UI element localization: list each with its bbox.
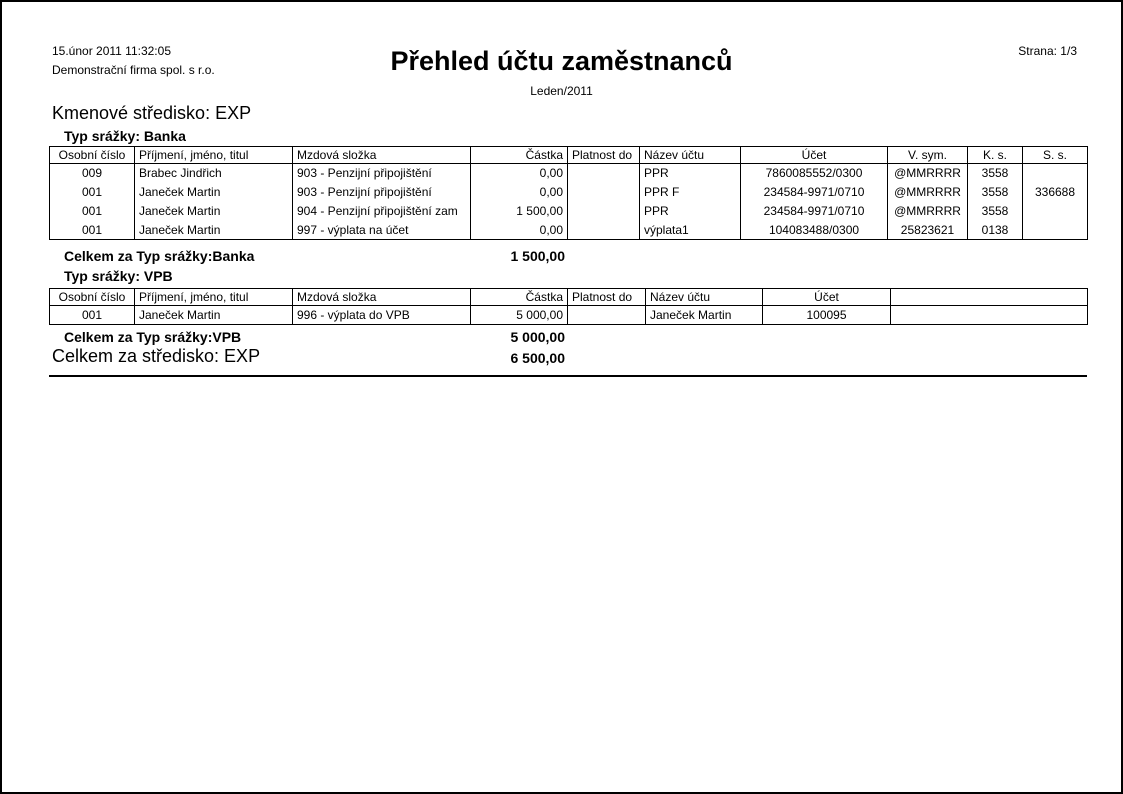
table-cell: 001 (50, 183, 135, 202)
section-total-value: 1 500,00 (510, 248, 565, 264)
report-end-rule (49, 375, 1087, 377)
report-title: Přehled účtu zaměstnanců (390, 46, 733, 76)
table-cell: 001 (50, 306, 135, 325)
grand-total-value: 6 500,00 (510, 350, 565, 366)
table-cell: 234584-9971/0710 (741, 202, 888, 221)
table-cell: PPR F (640, 183, 741, 202)
report-timestamp: 15.únor 2011 11:32:05 (52, 44, 171, 58)
table-cell: 3558 (968, 183, 1023, 202)
table-cell: 904 - Penzijní připojištění zam (293, 202, 471, 221)
company-name: Demonstrační firma spol. s r.o. (52, 63, 215, 77)
grand-total-label: Celkem za středisko: EXP (52, 346, 261, 366)
table-cell: PPR (640, 202, 741, 221)
section-total-label: Celkem za Typ srážky:Banka (64, 248, 255, 264)
cost-center-heading: Kmenové středisko: EXP (52, 103, 252, 123)
table-cell (568, 221, 640, 240)
table-cell (568, 202, 640, 221)
table-row (50, 202, 1088, 221)
table-cell: 903 - Penzijní připojištění (293, 183, 471, 202)
column-header: Platnost do (568, 289, 646, 306)
table-cell (1023, 221, 1088, 240)
table-cell (568, 183, 640, 202)
column-header: Platnost do (568, 147, 640, 164)
table-cell: @MMRRRR (888, 164, 968, 183)
table-cell (568, 164, 640, 183)
table-cell: 996 - výplata do VPB (293, 306, 471, 325)
table-cell: 009 (50, 164, 135, 183)
table-header-row (50, 289, 1088, 306)
table-cell: 1 500,00 (471, 202, 568, 221)
section-total-label: Celkem za Typ srážky:VPB (64, 329, 242, 345)
column-header: Název účtu (640, 147, 741, 164)
deduction-table (49, 288, 1088, 325)
table-cell (1023, 202, 1088, 221)
table-row (50, 306, 1088, 325)
table-cell (891, 306, 1088, 325)
table-cell: 7860085552/0300 (741, 164, 888, 183)
table-cell: Janeček Martin (646, 306, 763, 325)
section-total-value: 5 000,00 (510, 329, 565, 345)
table-cell: Brabec Jindřich (135, 164, 293, 183)
table-cell: Janeček Martin (135, 183, 293, 202)
table-cell: 104083488/0300 (741, 221, 888, 240)
table-cell: @MMRRRR (888, 202, 968, 221)
table-cell: Janeček Martin (135, 306, 293, 325)
table-cell: 001 (50, 202, 135, 221)
table-cell: 997 - výplata na účet (293, 221, 471, 240)
table-cell: 001 (50, 221, 135, 240)
table-row (50, 221, 1088, 240)
column-header: K. s. (968, 147, 1023, 164)
table-cell: 336688 (1023, 183, 1088, 202)
column-header: Osobní číslo (50, 147, 135, 164)
table-cell: 0,00 (471, 221, 568, 240)
table-cell: výplata1 (640, 221, 741, 240)
column-header: Příjmení, jméno, titul (135, 289, 293, 306)
table-cell: 0,00 (471, 164, 568, 183)
table-cell: 903 - Penzijní připojištění (293, 164, 471, 183)
table-cell: 5 000,00 (471, 306, 568, 325)
table-cell: 3558 (968, 202, 1023, 221)
page-number: Strana: 1/3 (1018, 44, 1077, 58)
deduction-table (49, 146, 1088, 240)
table-cell (568, 306, 646, 325)
column-header: S. s. (1023, 147, 1088, 164)
column-header: V. sym. (888, 147, 968, 164)
column-header: Mzdová složka (293, 147, 471, 164)
table-row (50, 183, 1088, 202)
table-cell: 0138 (968, 221, 1023, 240)
table-cell: Janeček Martin (135, 221, 293, 240)
table-cell: 25823621 (888, 221, 968, 240)
column-header (891, 289, 1088, 306)
column-header: Mzdová složka (293, 289, 471, 306)
report-period: Leden/2011 (530, 84, 593, 98)
column-header: Částka (471, 289, 568, 306)
table-cell: 3558 (968, 164, 1023, 183)
column-header: Částka (471, 147, 568, 164)
table-cell: 0,00 (471, 183, 568, 202)
deduction-type-heading: Typ srážky: Banka (64, 128, 186, 144)
column-header: Účet (741, 147, 888, 164)
column-header: Účet (763, 289, 891, 306)
table-cell (1023, 164, 1088, 183)
table-header-row (50, 147, 1088, 164)
table-cell: PPR (640, 164, 741, 183)
column-header: Osobní číslo (50, 289, 135, 306)
table-row (50, 164, 1088, 183)
column-header: Název účtu (646, 289, 763, 306)
table-cell: @MMRRRR (888, 183, 968, 202)
column-header: Příjmení, jméno, titul (135, 147, 293, 164)
deduction-type-heading: Typ srážky: VPB (64, 268, 173, 284)
table-cell: 234584-9971/0710 (741, 183, 888, 202)
table-cell: 100095 (763, 306, 891, 325)
table-cell: Janeček Martin (135, 202, 293, 221)
